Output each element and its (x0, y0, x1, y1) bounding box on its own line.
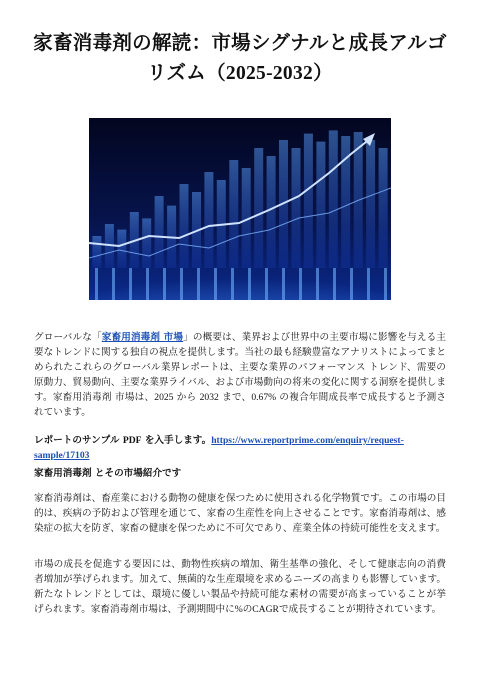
hero-floor-beam (350, 268, 353, 300)
title-line-1: 家畜消毒剤の解読：市場シグナルと成長アルゴ (33, 31, 447, 54)
page-title (20, 28, 460, 89)
hero-floor-beam (214, 268, 217, 300)
growth-paragraph (34, 557, 446, 617)
growth-cagr: %のCAGR (234, 604, 279, 615)
hero-bar (304, 134, 313, 268)
hero-floor-beam (248, 268, 251, 300)
hero-floor-beam (282, 268, 285, 300)
hero-floor-beam (316, 268, 319, 300)
hero-bar (366, 140, 375, 268)
sample-url-link-2[interactable]: sample/17103 (34, 450, 90, 461)
intro-post: 」の概要は、業界および世界中の主要市場に影響を与える主要なトレンドに関する独自の視点を提供します。当社の最も経験豊富なアナリストによってまとめられたこれらのグローバル業界レポートは、主要な業界のパフォーマンス トレンド、需要の原動力、貿易動向、主要な業界ライバル、および市場動向の将来の変化に関する洞察を提供します。家畜用消毒剤 市場は、 (34, 332, 447, 403)
section-heading: 家畜用消毒剤 とその市場紹介です (34, 468, 182, 479)
intro-cagr: 0.67% (251, 392, 277, 403)
hero-floor-beam (384, 268, 387, 300)
title-suffix: ） (313, 61, 333, 84)
hero-floor-beam (112, 268, 115, 300)
sample-request (34, 433, 446, 463)
sample-label-pre: レポートのサンプル (34, 435, 123, 446)
hero-floor-beam (333, 268, 336, 300)
sample-label-pdf: PDF (122, 435, 142, 446)
growth-text: 市場の成長を促進する要因には、動物性疾病の増加、衛生基準の強化、そして健康志向の消費者増加が挙げられます。加えて、無菌的な生産環境を求めるニーズの高まりも影響しています。新たなトレンドとしては、環境に優しい製品や持続可能な素材の需要が高まっていることが挙げられます。家畜消毒剤市場は、予測期間中に (34, 559, 446, 615)
sample-url-link-1[interactable]: https://www.reportprime.com/enquiry/request- (211, 435, 404, 446)
hero-bar (379, 148, 388, 268)
hero-floor-beam (146, 268, 149, 300)
intro-end: の複合年間成長率で成長すると予測されています。 (34, 392, 447, 418)
intro-paragraph (34, 330, 446, 420)
hero-floor-beam (197, 268, 200, 300)
hero-growth-image (89, 118, 391, 300)
intro-year-start: 2025 (154, 392, 174, 403)
sample-label-post: を入手します。 (141, 435, 212, 446)
hero-floor-beam (163, 268, 166, 300)
title-prefix: リズム（ (147, 61, 226, 84)
intro-mid1: から (173, 392, 200, 403)
hero-bar (316, 142, 325, 268)
hero-floor-beam (299, 268, 302, 300)
title-years: 2025-2032 (225, 63, 314, 84)
title-line-2 (20, 58, 460, 89)
hero-floor-beam (265, 268, 268, 300)
description-paragraph: 家畜消毒剤は、畜産業における動物の健康を保つために使用される化学物質です。この市場の目的は、疾病の予防および管理を通じて、家畜の生産性を向上させることです。家畜消毒剤は、感染症の拡大を防ぎ、家畜の健康を保つために不可欠であり、産業全体の持続可能性を支えます。 (34, 493, 446, 534)
intro-year-end: 2032 (199, 392, 219, 403)
market-link[interactable]: 家畜用消毒剤 市場 (101, 332, 184, 343)
hero-illustration (89, 118, 391, 300)
hero-floor-beam (231, 268, 234, 300)
hero-floor-beam (367, 268, 370, 300)
hero-floor-beam (95, 268, 98, 300)
hero-bar (329, 130, 338, 268)
intro-pre: グローバルな「 (34, 332, 102, 343)
intro-mid2: まで、 (218, 392, 252, 403)
hero-floor-beam (129, 268, 132, 300)
growth-end: で成長することが期待されています。 (278, 604, 442, 615)
hero-floor-beam (180, 268, 183, 300)
